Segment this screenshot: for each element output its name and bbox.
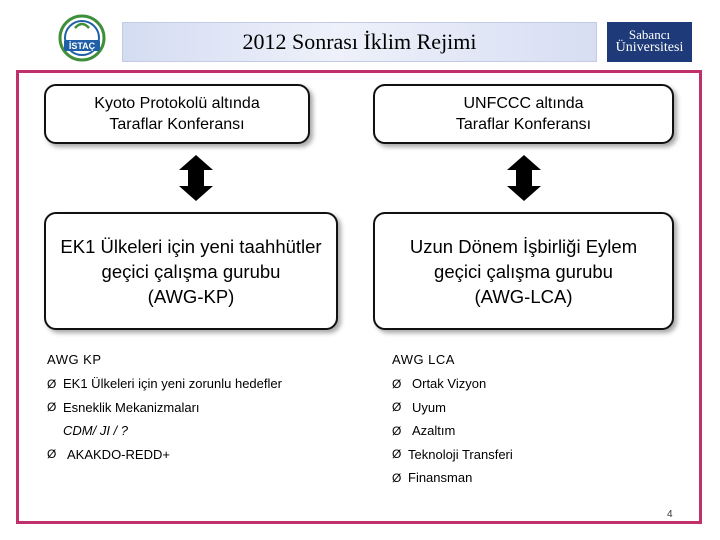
list-item-text: Teknoloji Transferi (408, 446, 513, 462)
awg-kp-box-label: EK1 Ülkeleri için yeni taahhütler geçici çalışma gurubu (AWG-KP) (60, 235, 322, 307)
page-number: 4 (667, 509, 673, 520)
kyoto-cop-box (44, 84, 310, 144)
list-item-text: Finansman (408, 470, 473, 486)
list-item (392, 396, 513, 420)
awg-lca-title: AWG LCA (392, 352, 455, 367)
list-item (47, 372, 282, 396)
unfccc-cop-label: UNFCCC altında Taraflar Konferansı (455, 95, 592, 133)
list-item-text: Esneklik Mekanizmaları (63, 399, 200, 415)
list-item-text: EK1 Ülkeleri için yeni zorunlu hedefler (63, 376, 282, 392)
list-item-text: AKAKDO-REDD+ (67, 446, 170, 462)
sabanci-logo (607, 22, 692, 62)
title-bar (122, 22, 597, 62)
list-item (392, 443, 513, 467)
awg-kp-list (47, 372, 282, 466)
list-item (47, 419, 282, 443)
sabanci-logo-line1: Sabancı (628, 26, 671, 42)
awg-lca-box (373, 212, 674, 330)
arrow-bullet-icon: Ø (392, 400, 402, 415)
arrow-bullet-icon: Ø (392, 376, 402, 391)
list-item (392, 419, 513, 443)
list-item-text: Uyum (412, 399, 446, 415)
list-item (47, 396, 282, 420)
awg-lca-list (392, 372, 513, 490)
list-item (392, 372, 513, 396)
list-item (392, 466, 513, 490)
arrow-bullet-icon: Ø (47, 376, 57, 391)
double-arrow-left-icon (177, 154, 215, 202)
list-item (47, 443, 282, 467)
kyoto-cop-label: Kyoto Protokolü altında Taraflar Konferansı (94, 95, 260, 133)
istac-logo-text: İSTAÇ (68, 41, 96, 51)
list-item-text: Azaltım (412, 423, 456, 439)
double-arrow-right-icon (505, 154, 543, 202)
list-item-text: Ortak Vizyon (412, 376, 487, 392)
arrow-bullet-icon: Ø (392, 470, 402, 485)
istac-logo (55, 14, 109, 64)
arrow-bullet-icon: Ø (392, 447, 402, 462)
arrow-bullet-icon: Ø (47, 400, 57, 415)
awg-lca-box-label: Uzun Dönem İşbirliği Eylem geçici çalışma gurubu (AWG-LCA) (409, 235, 638, 307)
sabanci-logo-line2: Üniversitesi (615, 40, 684, 56)
arrow-bullet-icon: Ø (47, 447, 57, 462)
page-title: 2012 Sonrası İklim Rejimi (242, 29, 477, 54)
unfccc-cop-box (373, 84, 674, 144)
list-item-text: CDM/ JI / ? (63, 423, 129, 439)
awg-kp-title: AWG KP (47, 352, 102, 367)
arrow-bullet-icon: Ø (392, 423, 402, 438)
awg-kp-box (44, 212, 338, 330)
